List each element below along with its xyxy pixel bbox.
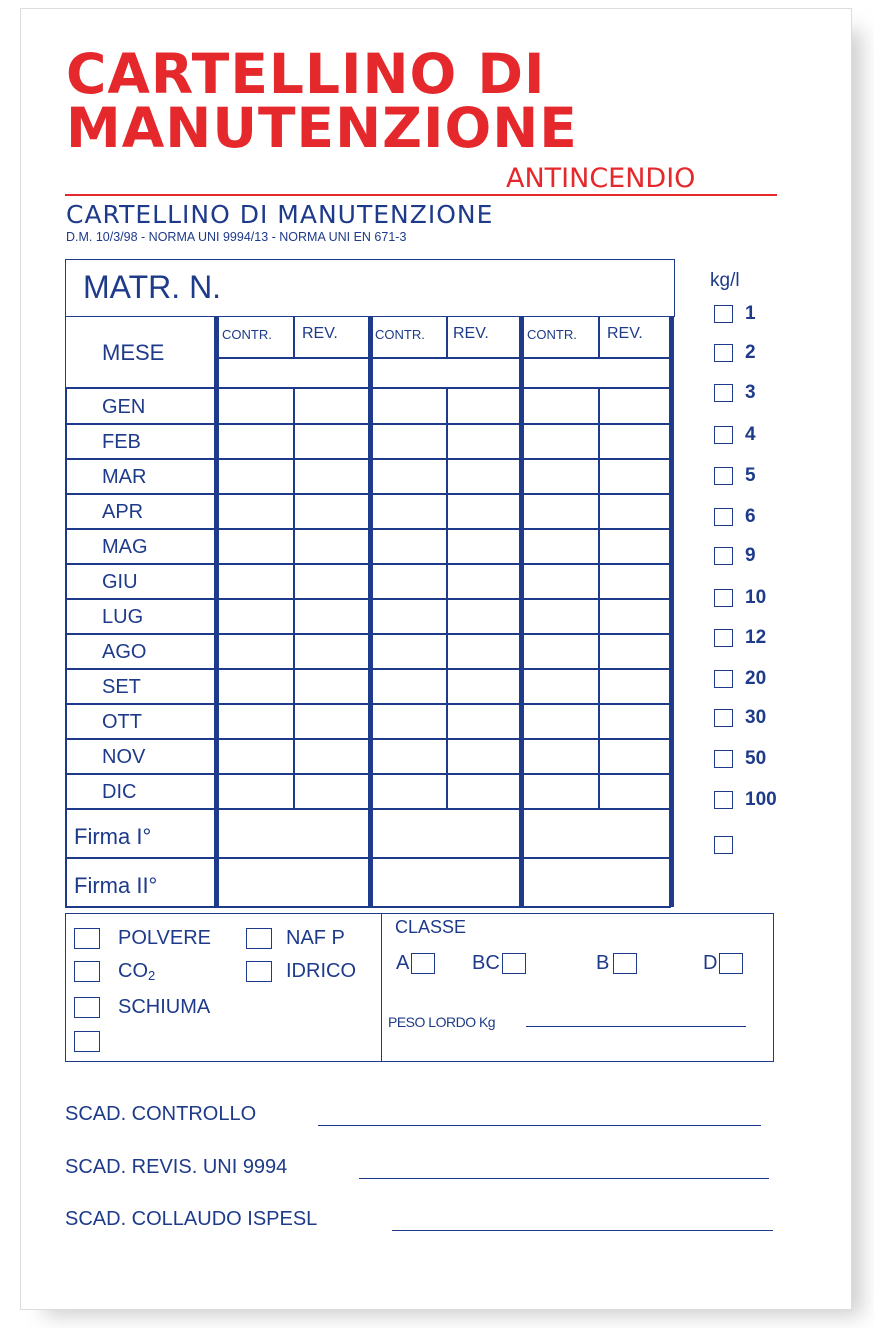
header-thin-separator xyxy=(293,317,295,357)
table-left-border xyxy=(65,388,67,907)
kg-option[interactable]: 50 xyxy=(714,748,766,770)
rev-header: REV. xyxy=(302,325,338,342)
row-line xyxy=(65,563,671,565)
row-line xyxy=(65,598,671,600)
checkbox-icon[interactable] xyxy=(714,791,733,809)
rev-header: REV. xyxy=(453,325,489,342)
month-label: GEN xyxy=(102,396,146,418)
column-separator xyxy=(669,317,674,907)
column-separator xyxy=(368,317,373,907)
checkbox-icon[interactable] xyxy=(714,384,733,402)
subheader-line xyxy=(217,357,671,359)
scad-revis-label: SCAD. REVIS. UNI 9994 xyxy=(65,1156,288,1178)
contr-header: CONTR. xyxy=(527,327,577,342)
kg-option[interactable]: 3 xyxy=(714,382,756,404)
checkbox-icon[interactable] xyxy=(74,997,100,1018)
checkbox-icon[interactable] xyxy=(411,953,435,974)
peso-lordo-field[interactable] xyxy=(526,1026,746,1027)
header-thin-separator xyxy=(598,317,600,357)
firma-2-label: Firma II° xyxy=(74,873,158,898)
month-label: SET xyxy=(102,676,141,698)
month-label: FEB xyxy=(102,431,141,453)
checkbox-icon[interactable] xyxy=(714,344,733,362)
kg-option[interactable]: 30 xyxy=(714,707,766,729)
row-line xyxy=(65,493,671,495)
title-tag: ANTINCENDIO xyxy=(506,163,696,194)
kg-option[interactable]: 4 xyxy=(714,424,756,446)
type-schiuma[interactable]: SCHIUMA xyxy=(74,996,210,1019)
row-line xyxy=(65,423,671,425)
kg-option[interactable]: 5 xyxy=(714,465,756,487)
type-other[interactable] xyxy=(74,1031,100,1052)
checkbox-icon[interactable] xyxy=(246,961,272,982)
checkbox-icon[interactable] xyxy=(714,508,733,526)
title-line-1: CARTELLINO DI xyxy=(66,42,546,106)
checkbox-icon[interactable] xyxy=(74,961,100,982)
matr-label[interactable]: MATR. N. xyxy=(83,269,222,305)
month-label: LUG xyxy=(102,606,144,628)
checkbox-icon[interactable] xyxy=(613,953,637,974)
classe-d[interactable]: D xyxy=(703,952,743,975)
month-label: MAG xyxy=(102,536,148,558)
scad-collaudo-field[interactable] xyxy=(392,1230,773,1231)
checkbox-icon[interactable] xyxy=(714,629,733,647)
row-line xyxy=(65,703,671,705)
rev-header: REV. xyxy=(607,325,643,342)
kg-option[interactable]: 20 xyxy=(714,668,766,690)
checkbox-icon[interactable] xyxy=(714,670,733,688)
type-idrico[interactable]: IDRICO xyxy=(246,960,356,983)
row-line xyxy=(65,857,671,859)
contr-header: CONTR. xyxy=(222,327,272,342)
kg-option[interactable]: 12 xyxy=(714,627,766,649)
classe-b[interactable]: B xyxy=(596,952,637,975)
row-line xyxy=(65,668,671,670)
checkbox-icon[interactable] xyxy=(714,589,733,607)
month-label: MAR xyxy=(102,466,147,488)
scad-collaudo-label: SCAD. COLLAUDO ISPESL xyxy=(65,1208,318,1230)
month-label: AGO xyxy=(102,641,147,663)
peso-lordo-label: PESO LORDO Kg xyxy=(388,1014,496,1030)
kg-option[interactable]: 10 xyxy=(714,587,766,609)
norms-text: D.M. 10/3/98 - NORMA UNI 9994/13 - NORMA UNI EN 671-3 xyxy=(66,230,407,244)
contr-header: CONTR. xyxy=(375,327,425,342)
month-label: OTT xyxy=(102,711,142,733)
kg-option[interactable] xyxy=(714,834,745,856)
checkbox-icon[interactable] xyxy=(714,426,733,444)
row-line xyxy=(65,906,671,908)
subheader-line xyxy=(65,387,671,389)
checkbox-icon[interactable] xyxy=(714,836,733,854)
header-thin-separator xyxy=(446,317,448,357)
title-divider xyxy=(65,194,777,196)
checkbox-icon[interactable] xyxy=(502,953,526,974)
checkbox-icon[interactable] xyxy=(74,928,100,949)
kg-option[interactable]: 6 xyxy=(714,506,756,528)
mese-label: MESE xyxy=(102,340,165,365)
type-polvere[interactable]: POLVERE xyxy=(74,927,211,950)
kg-option[interactable]: 1 xyxy=(714,303,756,325)
row-line xyxy=(65,528,671,530)
row-line xyxy=(65,738,671,740)
checkbox-icon[interactable] xyxy=(719,953,743,974)
month-label: GIU xyxy=(102,571,138,593)
row-line xyxy=(65,458,671,460)
classe-bc[interactable]: BC xyxy=(472,952,526,975)
kg-header: kg/l xyxy=(710,270,740,291)
checkbox-icon[interactable] xyxy=(246,928,272,949)
month-label: DIC xyxy=(102,781,137,803)
column-separator xyxy=(519,317,524,907)
firma-1-label: Firma I° xyxy=(74,824,152,849)
type-naf-p[interactable]: NAF P xyxy=(246,927,345,950)
scad-controllo-label: SCAD. CONTROLLO xyxy=(65,1103,257,1125)
scad-controllo-field[interactable] xyxy=(318,1125,761,1126)
scad-revis-field[interactable] xyxy=(359,1178,769,1179)
classe-label: CLASSE xyxy=(395,917,467,937)
row-line xyxy=(65,773,671,775)
row-line xyxy=(65,808,671,810)
row-line xyxy=(65,633,671,635)
title-line-2: MANUTENZIONE xyxy=(66,96,578,160)
checkbox-icon[interactable] xyxy=(714,709,733,727)
checkbox-icon[interactable] xyxy=(714,467,733,485)
checkbox-icon[interactable] xyxy=(714,750,733,768)
checkbox-icon[interactable] xyxy=(714,305,733,323)
kg-option[interactable]: 2 xyxy=(714,342,756,364)
checkbox-icon[interactable] xyxy=(714,547,733,565)
classe-a[interactable]: A xyxy=(396,952,435,975)
kg-option[interactable]: 100 xyxy=(714,789,777,811)
kg-option[interactable]: 9 xyxy=(714,545,756,567)
month-label: APR xyxy=(102,501,144,523)
card-subtitle: CARTELLINO DI MANUTENZIONE xyxy=(66,200,494,229)
type-co2[interactable]: $CO_2$ xyxy=(74,960,155,983)
column-separator xyxy=(214,317,219,907)
checkbox-icon[interactable] xyxy=(74,1031,100,1052)
month-label: NOV xyxy=(102,746,146,768)
